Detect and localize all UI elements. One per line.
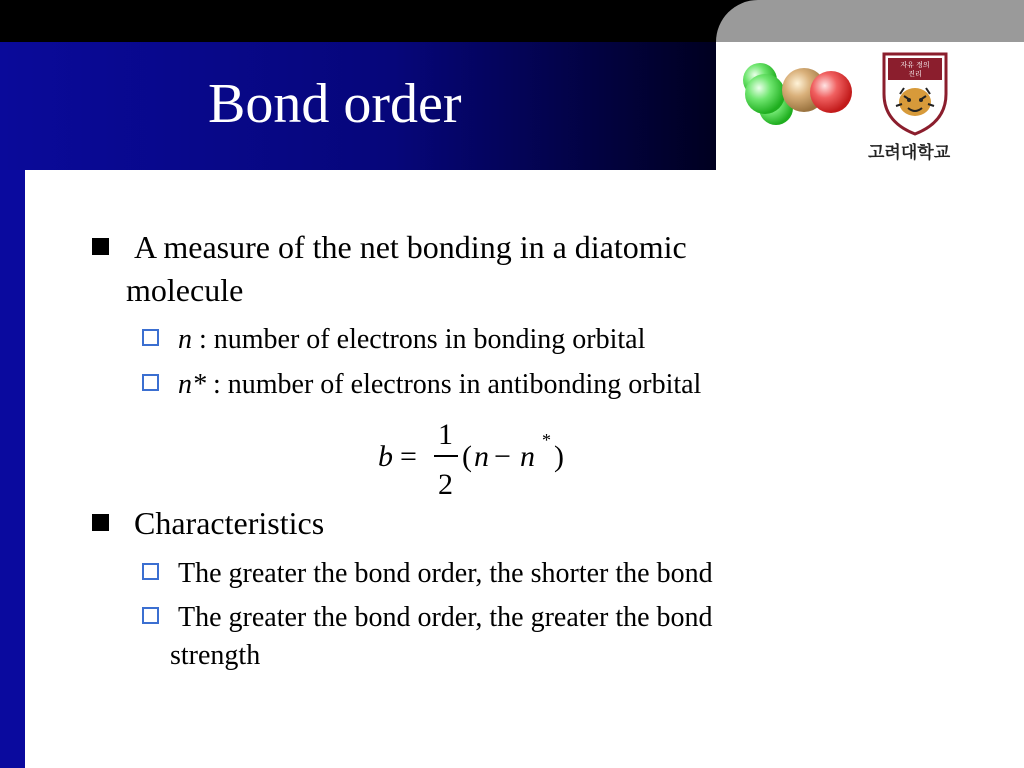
sub-bullet-item <box>142 366 862 404</box>
logo-tab-gray <box>716 0 1024 42</box>
formula-var-n: n <box>474 440 489 473</box>
svg-text:진리: 진리 <box>908 70 922 78</box>
sub-bullet-text: : number of electrons in bonding orbital <box>192 324 646 355</box>
formula-paren-open: ( <box>462 440 472 473</box>
sub-bullet-item <box>142 321 862 359</box>
bullet-item <box>92 226 852 312</box>
formula-numerator: 1 <box>438 418 453 451</box>
hollow-square-bullet-icon <box>142 329 159 346</box>
formula-equals: = <box>400 440 417 473</box>
hollow-square-bullet-icon <box>142 607 159 624</box>
hollow-square-bullet-icon <box>142 563 159 580</box>
sub-bullet-text-continuation: strength <box>170 640 261 671</box>
formula-minus: − <box>494 440 511 473</box>
formula-superscript: * <box>542 430 551 450</box>
sub-bullet-text: The greater the bond order, the shorter the bond <box>178 558 713 589</box>
slide-title: Bond order <box>208 73 462 135</box>
symbol-n-star: n* <box>178 369 206 400</box>
bullet-text: Characteristics <box>134 505 325 541</box>
sub-bullet-item <box>142 599 862 675</box>
tiger-crest-icon <box>880 50 950 136</box>
sub-bullet-item <box>142 555 862 593</box>
bullet-text-continuation: molecule <box>126 272 244 308</box>
seal-text: 자유 정의 <box>900 61 930 69</box>
formula-lhs: b <box>378 440 393 473</box>
sub-bullet-text: The greater the bond order, the greater the bond <box>178 602 713 633</box>
university-name: 고려대학교 <box>868 143 951 163</box>
square-bullet-icon <box>92 514 109 531</box>
hollow-square-bullet-icon <box>142 374 159 391</box>
square-bullet-icon <box>92 238 109 255</box>
left-blue-strip <box>0 170 25 768</box>
sub-bullet-text: : number of electrons in antibonding orbital <box>206 369 702 400</box>
bullet-text: A measure of the net bonding in a diatomic <box>134 229 687 265</box>
formula-denominator: 2 <box>438 468 453 500</box>
formula-var-n-star: n <box>520 440 535 473</box>
formula-paren-close: ) <box>554 440 564 473</box>
bullet-item <box>92 502 852 545</box>
symbol-n: n <box>178 324 192 355</box>
bond-order-formula <box>378 410 588 500</box>
